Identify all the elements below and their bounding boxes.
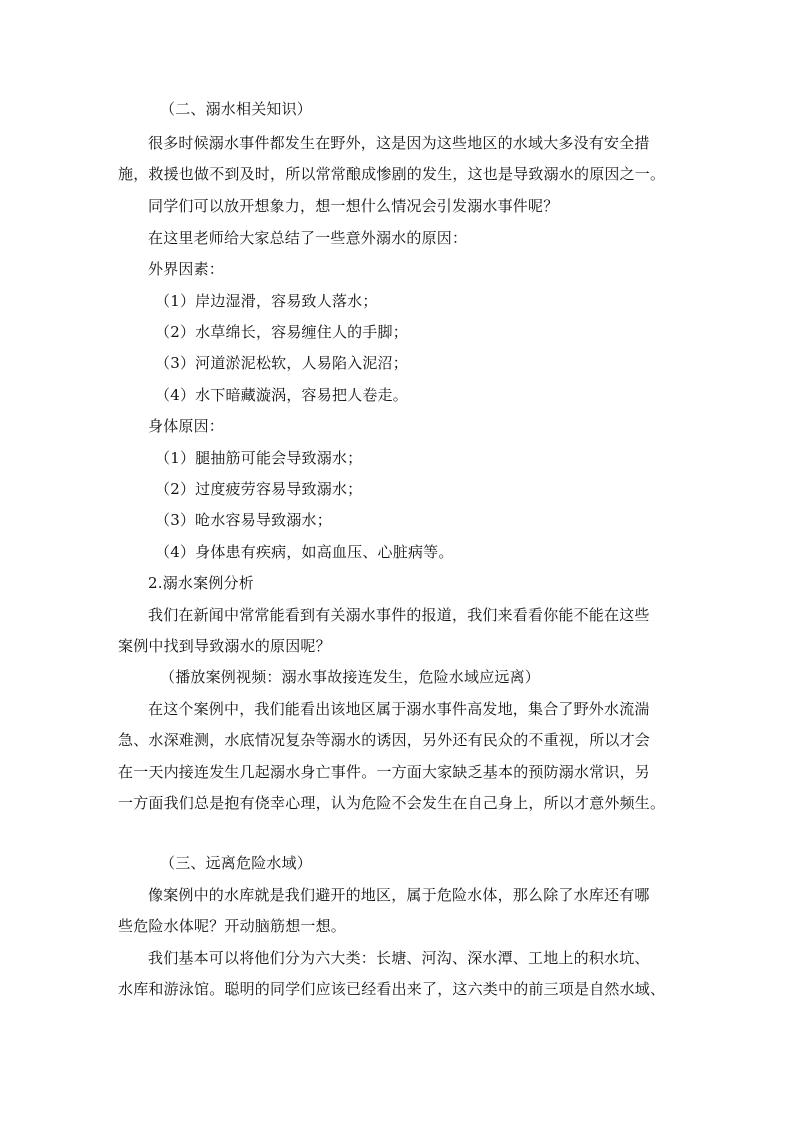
paragraph-line: 很多时候溺水事件都发生在野外，这是因为这些地区的水域大多没有安全措 [148, 134, 650, 152]
list-item: （1）腿抽筋可能会导致溺水； [155, 449, 363, 467]
section-heading-drowning-knowledge: （二、溺水相关知识） [160, 100, 313, 118]
paragraph-line: 同学们可以放开想象力，想一想什么情况会引发溺水事件呢？ [148, 197, 559, 215]
paragraph-line: 施，救援也做不到及时，所以常常酿成惨剧的发生，这也是导致溺水的原因之一。 [118, 165, 666, 183]
paragraph-line: 在这里老师给大家总结了一些意外溺水的原因： [148, 229, 468, 247]
paragraph-line: 一方面我们总是抱有侥幸心理，认为危险不会发生在自己身上，所以才意外频生。 [118, 794, 666, 812]
list-item: （3）河道淤泥松软，人易陷入泥沼； [155, 354, 408, 372]
paragraph-line: 我们基本可以将他们分为六大类：长塘、河沟、深水潭、工地上的积水坑、 [148, 949, 650, 967]
paragraph-line: 在这个案例中，我们能看出该地区属于溺水事件高发地，集合了野外水流湍 [148, 700, 650, 718]
paragraph-line: 像案例中的水库就是我们避开的地区，属于危险水体，那么除了水库还有哪 [148, 886, 650, 904]
list-item: （4）身体患有疾病，如高血压、心脏病等。 [155, 543, 454, 561]
list-item: （3）呛水容易导致溺水； [155, 511, 332, 529]
section-heading-avoid-dangerous-water: （三、远离危险水域） [160, 854, 313, 872]
section-heading-case-analysis: 2.溺水案例分析 [148, 574, 254, 592]
paragraph-line: 我们在新闻中常常能看到有关溺水事件的报道，我们来看看你能不能在这些 [148, 606, 650, 624]
paragraph-line: 些危险水体呢？开动脑筋想一想。 [118, 917, 347, 935]
paragraph-line: 在一天内接连发生几起溺水身亡事件。一方面大家缺乏基本的预防溺水常识，另 [118, 763, 651, 781]
list-item: （2）过度疲劳容易导致溺水； [155, 480, 363, 498]
list-item: （4）水下暗藏漩涡，容易把人卷走。 [155, 386, 408, 404]
paragraph-line: 急、水深难测，水底情况复杂等溺水的诱因，另外还有民众的不重视，所以才会 [118, 731, 651, 749]
subheading-body-causes: 身体原因： [148, 417, 225, 435]
paragraph-line: 案例中找到导致溺水的原因呢？ [118, 637, 331, 655]
paragraph-line: （播放案例视频：溺水事故接连发生，危险水域应远离） [160, 668, 541, 686]
subheading-external-factors: 外界因素： [148, 260, 225, 278]
list-item: （1）岸边湿滑，容易致人落水； [155, 292, 378, 310]
paragraph-line: 水库和游泳馆。聪明的同学们应该已经看出来了，这六类中的前三项是自然水域、 [118, 980, 666, 998]
list-item: （2）水草绵长，容易缠住人的手脚； [155, 323, 408, 341]
